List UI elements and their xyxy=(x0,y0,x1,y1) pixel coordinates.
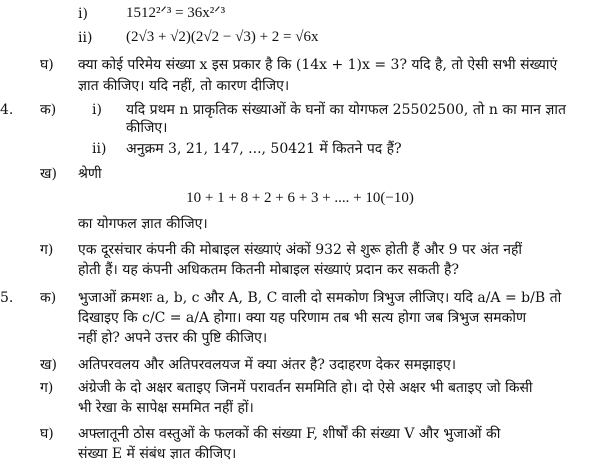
q4-kha-text: श्रेणी xyxy=(78,166,102,182)
q5-ka-line3: नहीं हो? अपने उत्तर की पुष्टि कीजिए। xyxy=(78,330,268,346)
q4-ga-label: ग) xyxy=(40,242,54,258)
q4-ka-ii-label: ii) xyxy=(92,141,107,157)
q4-number: 4. xyxy=(0,102,14,118)
q4-ka-i-label: i) xyxy=(92,102,102,118)
q5-ga-line1: अंग्रेजी के दो अक्षर बताइए जिनमें परावर्तन सममिति हो। दो ऐसे अक्षर भी बताइए जो किसी xyxy=(78,380,533,396)
item-ii-equation: (2√3 + √2)(2√2 − √3) + 2 = √6x xyxy=(126,29,319,45)
q5-number: 5. xyxy=(0,290,14,306)
q4-ka-i-line1: यदि प्रथम n प्राकृतिक संख्याओं के घनों का योगफल 25502500, तो n का मान ज्ञात xyxy=(126,102,566,118)
q3-gha-line1: क्या कोई परिमेय संख्या x इस प्रकार है कि (14x + 1)x = 3? यदि है, तो ऐसी सभी संख्याएं xyxy=(78,57,558,73)
q4-kha-series: 10 + 1 + 8 + 2 + 6 + 3 + .... + 10(−10) xyxy=(186,190,414,206)
item-i-label: i) xyxy=(78,6,88,22)
q5-kha-label: ख) xyxy=(40,357,57,373)
item-i-equation: 1512²ᐟ³ = 36x²ᐟ³ xyxy=(126,5,226,21)
q5-ka-line2: दिखाइए कि c/C = a/A होगा। क्या यह परिणाम तब भी सत्य होगा जब त्रिभुज समकोण xyxy=(78,310,527,326)
q5-ka-label: क) xyxy=(40,290,57,306)
q4-ka-label: क) xyxy=(40,102,57,118)
q5-ga-label: ग) xyxy=(40,380,54,396)
item-ii-label: ii) xyxy=(78,30,93,46)
q4-kha-tail: का योगफल ज्ञात कीजिए। xyxy=(78,216,208,232)
q3-gha-line2: ज्ञात कीजिए। यदि नहीं, तो कारण दीजिए। xyxy=(78,78,290,94)
q4-ga-line1: एक दूरसंचार कंपनी की मोबाइल संख्याएं अंकों 932 से शुरू होती हैं और 9 पर अंत नहीं xyxy=(78,242,523,258)
q4-ka-i-line2: कीजिए। xyxy=(126,120,168,136)
q3-gha-label: घ) xyxy=(40,57,54,73)
q5-gha-line2: संख्या E में संबंध ज्ञात कीजिए। xyxy=(78,446,237,462)
q5-gha-line1: अफ्लातूनी ठोस वस्तुओं के फलकों की संख्या F, शीर्षों की संख्या V और भुजाओं की xyxy=(78,426,501,442)
q4-ka-ii-text: अनुक्रम 3, 21, 147, ..., 50421 में कितने पद हैं? xyxy=(126,141,402,157)
q5-ka-line1: भुजाओं क्रमशः a, b, c और A, B, C वाली दो समकोण त्रिभुज लीजिए। यदि a/A = b/B तो xyxy=(78,290,562,306)
q5-kha-text: अतिपरवलय और अतिपरवलयज में क्या अंतर है? उदाहरण देकर समझाइए। xyxy=(78,357,457,373)
q4-kha-label: ख) xyxy=(40,166,57,182)
q5-gha-label: घ) xyxy=(40,426,54,442)
q5-ga-line2: भी रेखा के सापेक्ष सममित नहीं हों। xyxy=(78,400,254,416)
q4-ga-line2: होती हैं। यह कंपनी अधिकतम कितनी मोबाइल संख्याएं प्रदान कर सकती है? xyxy=(78,262,459,278)
